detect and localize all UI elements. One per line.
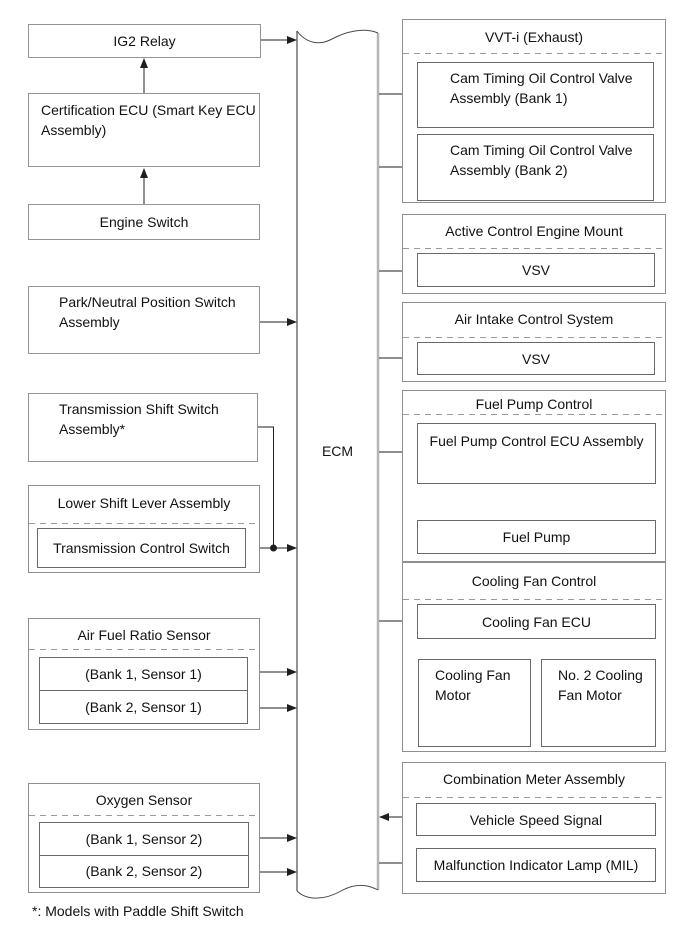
group-title-air-intake: Air Intake Control System	[454, 311, 614, 327]
ecm-torn-edge-top	[297, 30, 378, 42]
group-active-control-engine-mount	[402, 214, 666, 294]
group-lower-shift-lever	[28, 485, 260, 573]
node-fuel-pump: Fuel Pump	[417, 520, 656, 554]
node-no2-cooling-fan-motor: No. 2 Cooling Fan Motor	[541, 659, 656, 747]
node-fuel-pump-control-ecu: Fuel Pump Control ECU Assembly	[417, 423, 656, 484]
group-fuel-pump-control	[402, 390, 666, 562]
arrowhead-tcs-to-ecm	[287, 544, 297, 552]
node-ig2-relay: IG2 Relay	[28, 24, 261, 58]
group-combination-meter	[402, 762, 666, 894]
node-cooling-fan-ecu: Cooling Fan ECU	[417, 604, 656, 639]
connector-transmission-shift-to-junction	[258, 427, 274, 548]
node-transmission-control-switch: Transmission Control Switch	[37, 528, 246, 568]
group-title-fuel-pump: Fuel Pump Control	[475, 396, 593, 412]
group-title-afr: Air Fuel Ratio Sensor	[77, 627, 211, 643]
group-title-oxygen-sensor: Oxygen Sensor	[95, 792, 193, 808]
node-afr-bank1-sensor1: (Bank 1, Sensor 1)	[40, 658, 247, 691]
node-cam-timing-valve-bank1: Cam Timing Oil Control Valve Assembly (Bank 1)	[417, 62, 654, 128]
node-transmission-shift-switch: Transmission Shift Switch Assembly*	[28, 393, 258, 462]
group-title-vvti: VVT-i (Exhaust)	[484, 29, 584, 45]
dashed-divider	[29, 649, 259, 650]
node-engine-switch: Engine Switch	[28, 204, 260, 240]
dashed-divider	[403, 414, 665, 415]
o2-bank-stack	[39, 822, 249, 888]
ecm-torn-edge-bottom	[297, 885, 378, 898]
arrowhead-vehicle-speed-to-ecm	[379, 813, 389, 821]
arrowhead-o2-bank2	[287, 868, 297, 876]
group-title-cooling-fan: Cooling Fan Control	[471, 573, 597, 589]
node-certification-ecu: Certification ECU (Smart Key ECU Assembly)	[28, 93, 260, 167]
group-title-combination-meter: Combination Meter Assembly	[442, 771, 626, 787]
group-vvti-exhaust	[402, 19, 666, 203]
group-title-engine-mount: Active Control Engine Mount	[445, 223, 623, 239]
arrowhead-afr-bank2	[287, 704, 297, 712]
arrowhead-up-ig2-relay	[140, 58, 148, 68]
node-o2-bank1-sensor2: (Bank 1, Sensor 2)	[40, 823, 248, 856]
node-vehicle-speed-signal: Vehicle Speed Signal	[416, 803, 656, 836]
arrowhead-up-certification-ecu	[140, 168, 148, 178]
group-cooling-fan-control	[402, 562, 666, 752]
dashed-divider	[403, 797, 665, 798]
dashed-divider	[403, 337, 665, 338]
footnote: *: Models with Paddle Shift Switch	[32, 903, 244, 919]
arrowhead-park-neutral-to-ecm	[287, 318, 297, 326]
arrowhead-o2-bank1	[287, 834, 297, 842]
node-afr-bank2-sensor1: (Bank 2, Sensor 1)	[85, 699, 202, 715]
afr-bank-stack	[39, 657, 248, 724]
group-air-intake-control-system	[402, 302, 666, 382]
junction-dot	[270, 545, 277, 552]
node-engine-mount-vsv: VSV	[417, 253, 655, 287]
node-cam-timing-valve-bank2: Cam Timing Oil Control Valve Assembly (Bank 2)	[417, 134, 654, 201]
node-cooling-fan-motor: Cooling Fan Motor	[418, 659, 531, 747]
dashed-divider	[403, 599, 665, 600]
arrowhead-afr-bank1	[287, 668, 297, 676]
node-air-intake-vsv: VSV	[417, 342, 655, 375]
group-title-lower-shift-lever: Lower Shift Lever Assembly	[57, 495, 231, 511]
node-malfunction-indicator-lamp: Malfunction Indicator Lamp (MIL)	[416, 848, 656, 882]
dashed-divider	[29, 523, 259, 524]
group-air-fuel-ratio-sensor	[28, 618, 260, 730]
ecm-band	[297, 30, 378, 898]
dashed-divider	[403, 248, 665, 249]
dashed-divider	[29, 815, 259, 816]
group-oxygen-sensor	[28, 783, 260, 893]
ecm-label: ECM	[321, 443, 354, 459]
node-o2-bank2-sensor2: (Bank 2, Sensor 2)	[85, 863, 203, 880]
dashed-divider	[403, 53, 665, 54]
arrowhead-ig2-to-ecm	[287, 36, 297, 44]
node-park-neutral-switch: Park/Neutral Position Switch Assembly	[28, 286, 260, 354]
